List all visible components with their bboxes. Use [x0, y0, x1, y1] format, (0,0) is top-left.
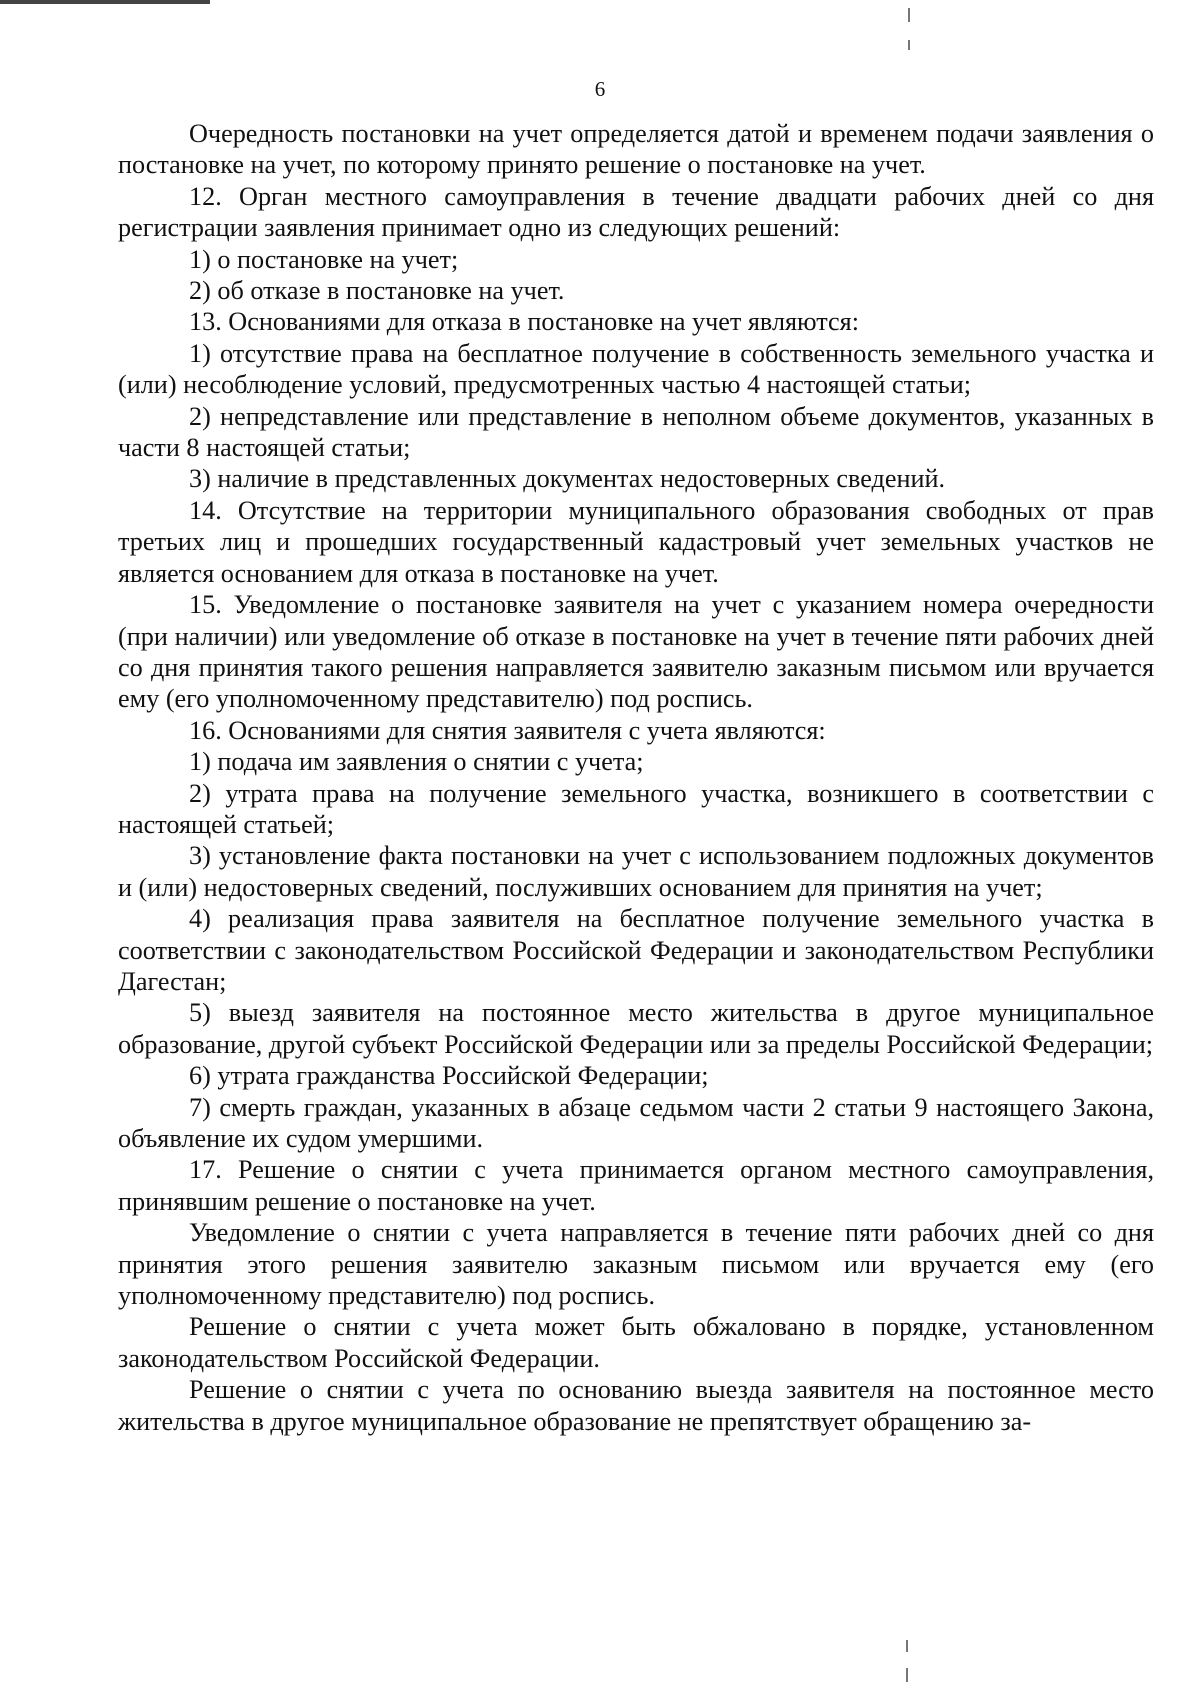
scan-speck: [908, 40, 910, 50]
paragraph: Очередность постановки на учет определяется датой и временем подачи заявления о постановке на учет, по которому принято решение о постановке на учет.: [118, 119, 1154, 180]
scan-speck: [906, 1668, 908, 1682]
list-item: 2) непредставление или представление в неполном объеме документов, указанных в части 8 настоящей статьи;: [118, 401, 1154, 463]
paragraph: 15. Уведомление о постановке заявителя на учет с указанием номера очередности (при наличии) или уведомление об отказе в постановке на учет в течение пяти рабочих дней со дня принятия такого решения направляется заявителю заказным письмом или вручается ему (его уполномоченному представителю) под роспись.: [118, 590, 1154, 714]
paragraph: 14. Отсутствие на территории муниципального образования свободных от прав третьих лиц и прошедших государственный кадастровый учет земельных участков не является основанием для отказа в постановке на учет.: [118, 495, 1154, 588]
list-item: 2) утрата права на получение земельного участка, возникшего в соответствии с настоящей статьей;: [118, 778, 1154, 839]
paragraph: 13. Основаниями для отказа в постановке на учет являются:: [189, 307, 859, 337]
list-item: 1) о постановке на учет;: [189, 244, 459, 274]
list-item: 3) наличие в представленных документах недостоверных сведений.: [189, 464, 946, 494]
list-item: 4) реализация права заявителя на бесплатное получение земельного участка в соответствии с законодательством Российской Федерации и законодательством Республики Дагестан;: [118, 904, 1154, 996]
page-number: 6: [594, 77, 606, 101]
list-item: 5) выезд заявителя на постоянное место жительства в другое муниципальное образование, другой субъект Российской Федерации или за пределы Российской Федерации;: [118, 998, 1154, 1059]
list-item: 1) подача им заявления о снятии с учета;: [189, 747, 644, 777]
list-item: 7) смерть граждан, указанных в абзаце седьмом части 2 статьи 9 настоящего Закона, объявление их судом умершими.: [118, 1092, 1154, 1153]
paragraph: 17. Решение о снятии с учета принимается органом местного самоуправления, принявшим решение о постановке на учет.: [118, 1155, 1154, 1216]
document-body: [118, 118, 1154, 1437]
paragraph: Уведомление о снятии с учета направляется в течение пяти рабочих дней со дня принятия этого решения заявителю заказным письмом или вручается ему (его уполномоченному представителю) под роспись.: [118, 1218, 1154, 1311]
list-item: 2) об отказе в постановке на учет.: [189, 276, 565, 306]
paragraph: 16. Основаниями для снятия заявителя с учета являются:: [189, 715, 826, 745]
list-item: 1) отсутствие права на бесплатное получение в собственность земельного участка и (или) несоблюдение условий, предусмотренных частью 4 настоящей статьи;: [118, 338, 1154, 400]
scan-speck: [906, 1640, 908, 1652]
paragraph: Решение о снятии с учета может быть обжаловано в порядке, установленном законодательством Российской Федерации.: [118, 1312, 1154, 1373]
list-item: 3) установление факта постановки на учет с использованием подложных документов и (или) недостоверных сведений, послуживших основанием для принятия на учет;: [118, 841, 1154, 902]
scan-edge-mark: [0, 0, 210, 4]
list-item: 6) утрата гражданства Российской Федерации;: [189, 1061, 709, 1091]
paragraph: 12. Орган местного самоуправления в течение двадцати рабочих дней со дня регистрации заявления принимает одно из следующих решений:: [118, 181, 1154, 243]
scan-speck: [908, 8, 910, 22]
paragraph: Решение о снятии с учета по основанию выезда заявителя на постоянное место жительства в другое муниципальное образование не препятствует обращению за-: [118, 1375, 1154, 1436]
